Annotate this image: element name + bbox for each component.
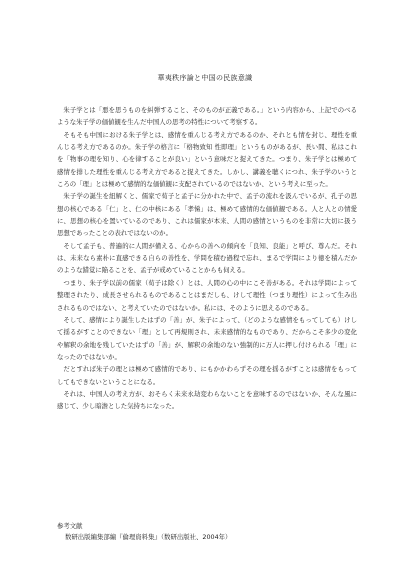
paragraph: つまり、朱子学以前の儒家（荀子は除く）とは、人間の心の中にこそ善がある。それは学問によって整理されたり、成長させられるものであることはまだしも、けして理性（つまり理性）によって生み出されるものではない、と考えていたのではないか。私には、そのように思えるのである。: [57, 278, 357, 312]
paragraph: そして、感情により誕生したはずの「善」が、朱子によって、（どのような感情をもってしても）けして揺るがすことのできない「理」として再規則され、未来感情的なものであり、だからこそ多少の変化や解釈の余地を残していたはずの「善」が、解釈の余地のない強制的に万人に押し付けられる「理」になったのではないか。: [57, 315, 357, 361]
paragraph: 朱子学とは「悪を思うものを糾弾すること、そのものが正義である。」という内容から、上記でのべるような朱子学の価値観を生んだ中国人の思考の特性について考察する。: [57, 106, 357, 127]
references-heading: 参考文献: [57, 522, 83, 530]
references-section: [57, 521, 357, 542]
paragraph: 朱子学の誕生を紐解くと、儒家で荀子と孟子に分かれた中で、孟子の流れを汲んでいるが、孔子の思想の核心である「仁」と、仁の中核にある「孝悌」は、極めて感情的な価値観である。人と人との情愛に、思想の核心を置いているのであり、これは儒家が本来、人間の感情というものを非常に大切に扱う思想であったことの表れではないのか。: [57, 192, 357, 238]
paragraph: だとすれば朱子の理とは極めて感情的であり、にもかかわらずその理を揺るがすことは感情をもってしてもできないということになる。: [57, 365, 357, 386]
document-body: [57, 104, 357, 413]
paragraph: そもそも中国における朱子学とは、感情を重んじる考え方であるのか、それとも情を封じ、理性を重んじる考え方であるのか。朱子学の格言に「格物致知 性即理」というものがあるが、長い間、私はこれを「物事の理を知り、心を律することが良い」という意味だと捉えてきた。つまり、朱子学とは極めて感情を排した理性を重んじる考え方であると捉えてきた。しかし、講義を聴くにつれ、朱子学のいうところの「理」とは極めて感情的な価値観に支配されているのではないか、という考えに至った。: [57, 130, 357, 189]
document-title: 華夷秩序論と中国の民族意識: [157, 74, 253, 82]
paragraph: そして孟子も、普遍的に人間が備える、心からの善への傾向を「良知、良能」と呼び、尊んだ。それは、未来なら素朴に直感できる自らの善性を、学問を積む過程で忘れ、まるで学問により徳を積んだかのような錯覚に陥ることを、孟子が戒めていることからも伺える。: [57, 241, 357, 275]
paragraph: それは、中国人の考え方が、おそらく未来永劫変わらないことを意味するのではないか、そんな風に感じて、少し暗澹とした気持ちになった。: [57, 389, 357, 411]
reference-item: 数研出版編集部編『倫理資料集』（数研出版社、2004年）: [65, 533, 232, 541]
